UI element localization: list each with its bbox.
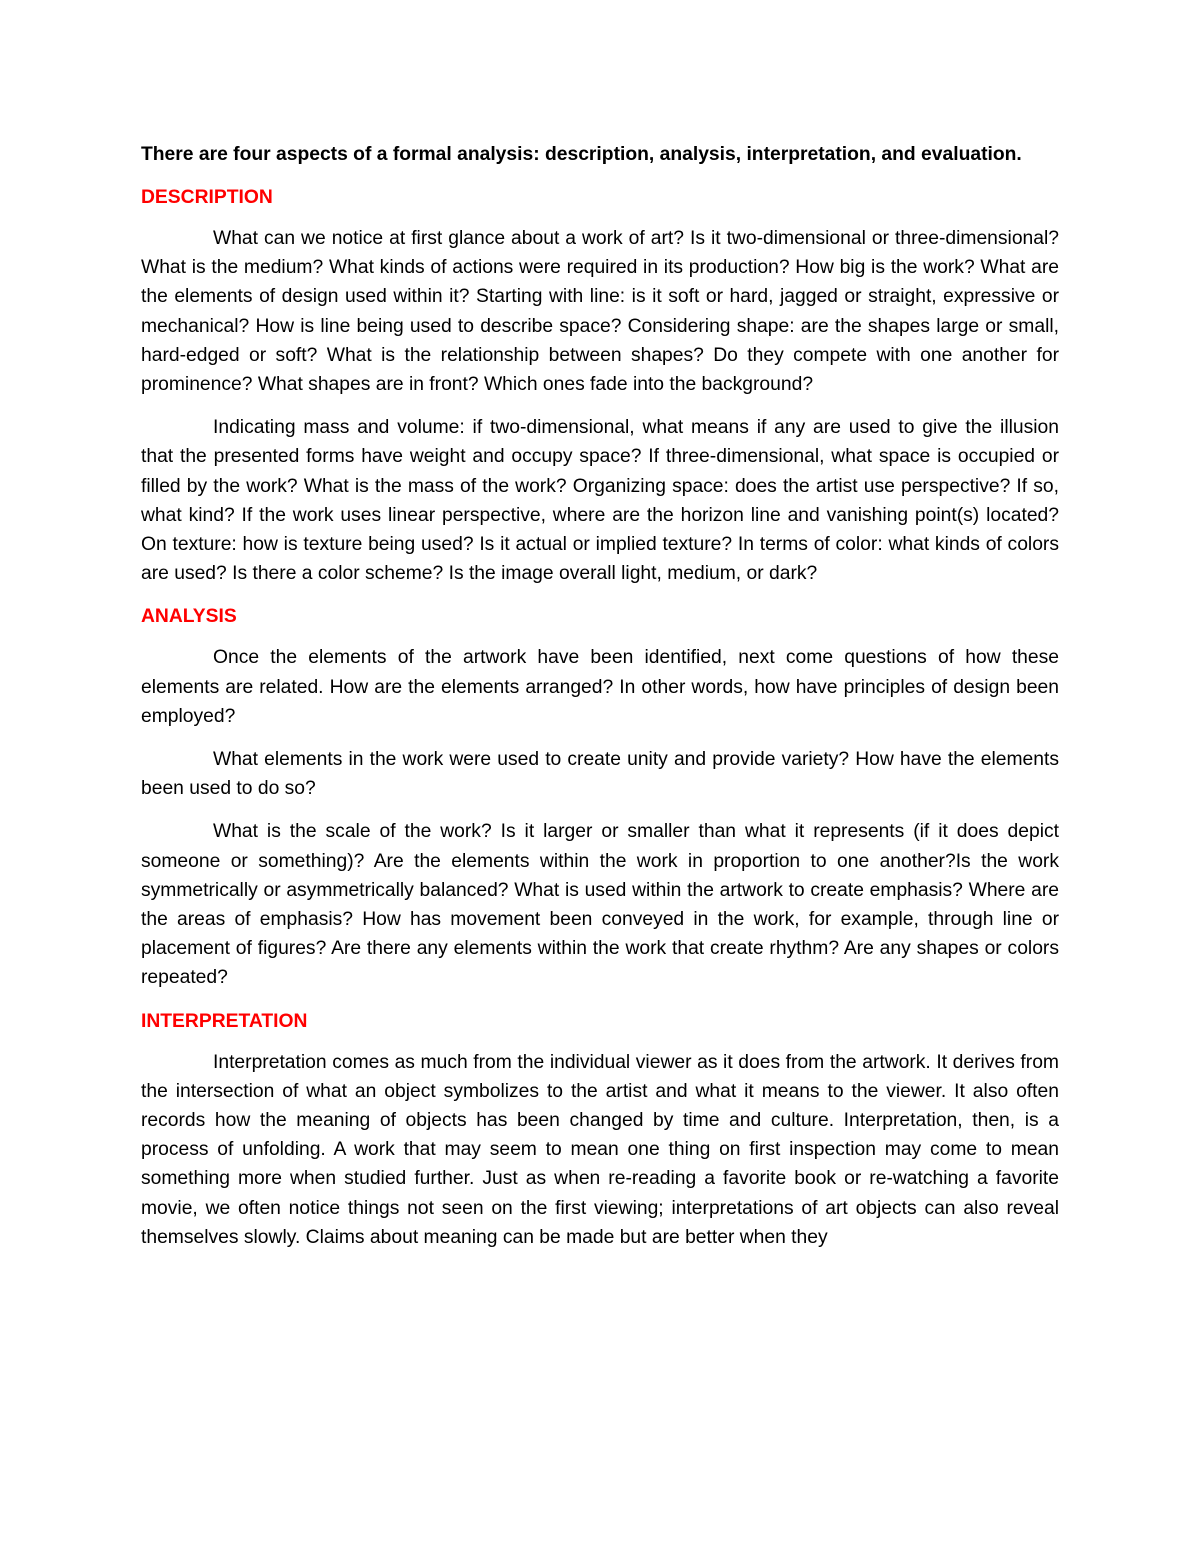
analysis-paragraph-2: What elements in the work were used to create unity and provide variety? How have the elements been used to do so? [141, 749, 1059, 800]
description-paragraph-1: What can we notice at first glance about a work of art? Is it two-dimensional or three-dimensional? What is the medium? What kinds of actions were required in its production? How big is the work? What are the elements of design used within it? Starting with line: is it soft or hard, jagged or straight, expressive or mechanical? How is line being used to describe space? Considering shape: are the shapes large or small, hard-edged or soft? What is the relationship between shapes? Do they compete with one another for prominence? What shapes are in front? Which ones fade into the background? [141, 228, 1059, 396]
document-page [141, 140, 1059, 1266]
section-heading-interpretation: INTERPRETATION [141, 1010, 308, 1032]
section-analysis [141, 602, 1059, 992]
analysis-paragraph-1: Once the elements of the artwork have been identified, next come questions of how these elements are related. How are the elements arranged? In other words, how have principles of design been employed? [141, 647, 1059, 727]
interpretation-paragraph-1: Interpretation comes as much from the individual viewer as it does from the artwork. It derives from the intersection of what an object symbolizes to the artist and what it means to the viewer. It also often records how the meaning of objects has been changed by time and culture. Interpretation, then, is a process of unfolding. A work that may seem to mean one thing on first inspection may come to mean something more when studied further. Just as when re-reading a favorite book or re-watching a favorite movie, we often notice things not seen on the first viewing; interpretations of art objects can also reveal themselves slowly. Claims about meaning can be made but are better when they [141, 1051, 1059, 1248]
intro-statement: There are four aspects of a formal analysis: description, analysis, interpretation, and evaluation. [141, 144, 1022, 165]
analysis-paragraph-3: What is the scale of the work? Is it larger or smaller than what it represents (if it does depict someone or something)? Are the elements within the work in proportion to one another?Is the work symmetrically or asymmetrically balanced? What is used within the artwork to create emphasis? Where are the areas of emphasis? How has movement been conveyed in the work, for example, through line or placement of figures? Are there any elements within the work that create rhythm? Are any shapes or colors repeated? [141, 821, 1059, 989]
description-paragraph-2: Indicating mass and volume: if two-dimensional, what means if any are used to give the illusion that the presented forms have weight and occupy space? If three-dimensional, what space is occupied or filled by the work? What is the mass of the work? Organizing space: does the artist use perspective? If so, what kind? If the work uses linear perspective, where are the horizon line and vanishing point(s) located? On texture: how is texture being used? Is it actual or implied texture? In terms of color: what kinds of colors are used? Is there a color scheme? Is the image overall light, medium, or dark? [141, 417, 1059, 585]
section-heading-description: DESCRIPTION [141, 187, 273, 208]
section-interpretation [141, 1007, 1059, 1252]
section-heading-analysis: ANALYSIS [141, 606, 237, 628]
section-description [141, 183, 1059, 588]
